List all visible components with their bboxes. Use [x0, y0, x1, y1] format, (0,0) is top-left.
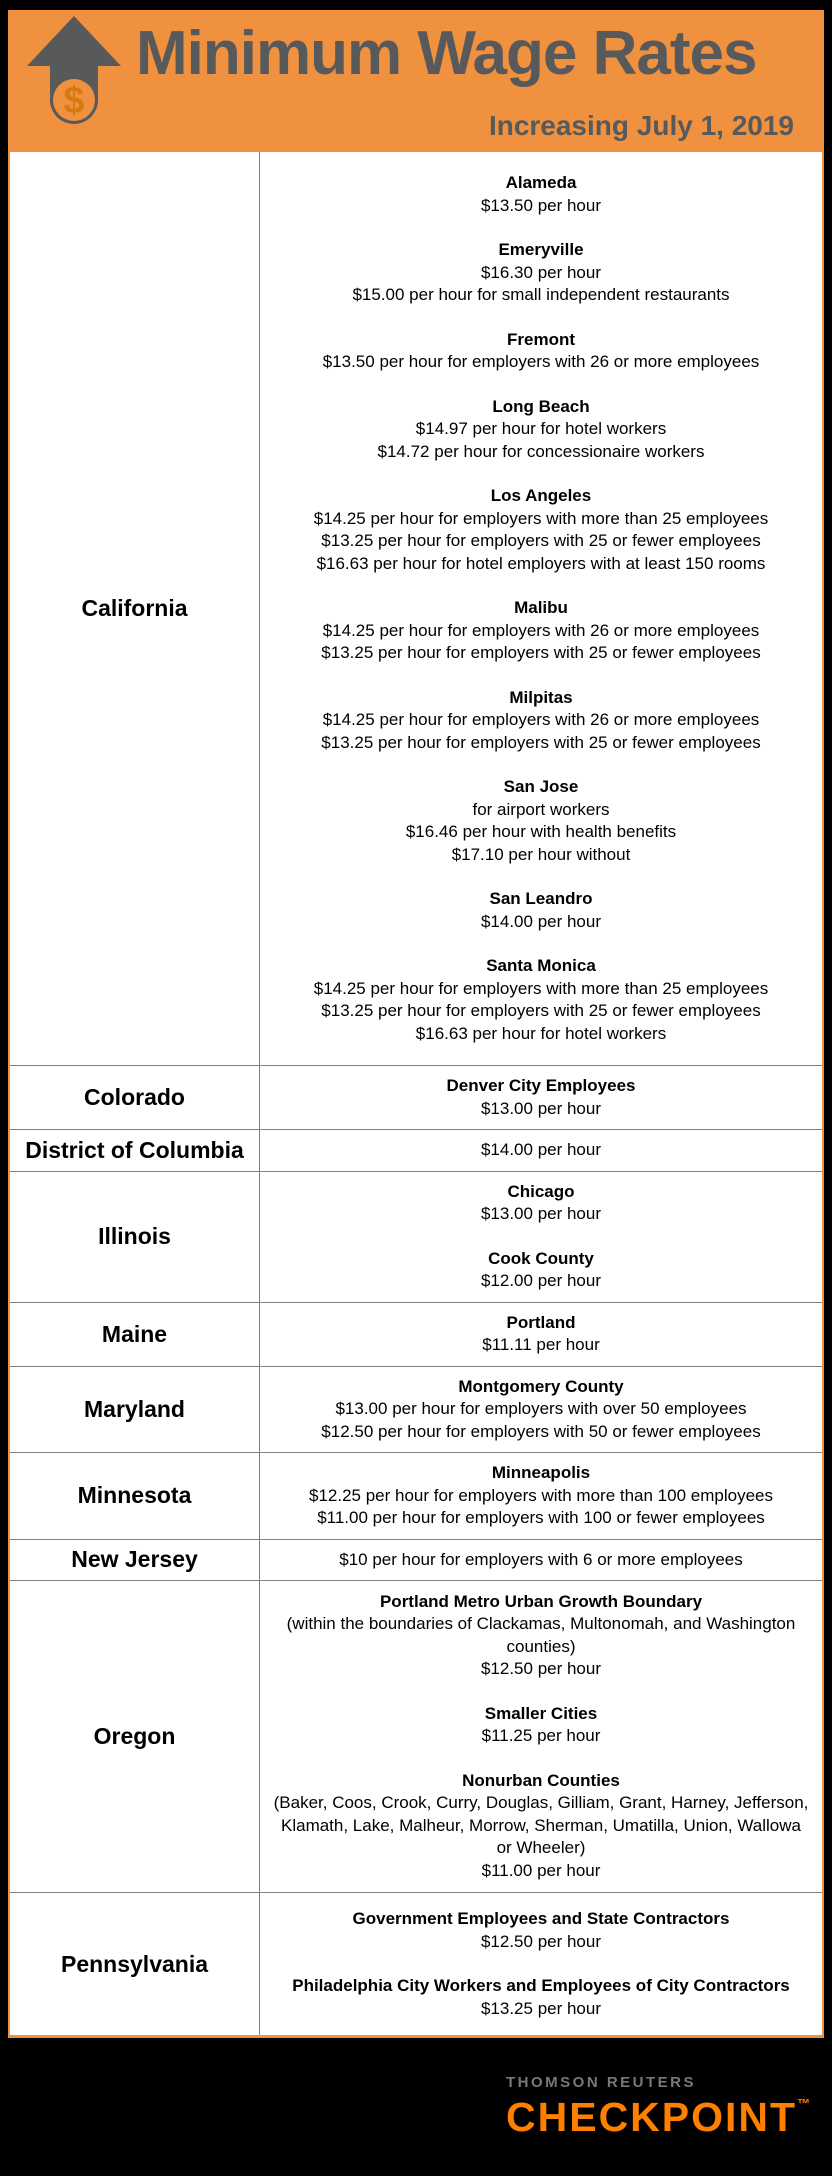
rate-line: $14.00 per hour	[480, 1140, 602, 1159]
state-name: Maine	[10, 1303, 260, 1366]
wage-entry	[272, 1312, 810, 1357]
rate-line: $13.50 per hour for employers with 26 or more employees	[322, 352, 760, 371]
wage-entry	[272, 1549, 810, 1572]
wage-entry	[272, 396, 810, 464]
table-row-maryland	[10, 1366, 822, 1453]
wage-entry	[272, 1770, 810, 1883]
wage-entry	[272, 955, 810, 1045]
rate-line: $12.50 per hour	[480, 1931, 602, 1951]
locality-name: Santa Monica	[486, 956, 596, 975]
rate-line: (Baker, Coos, Crook, Curry, Douglas, Gilliam, Grant, Harney, Jefferson, Klamath, Lake, Malheur, Morrow, Sherman, Umatilla, Union, Wallowa or Wheeler)	[273, 1793, 809, 1858]
state-details	[260, 1367, 822, 1453]
wage-entry	[272, 1591, 810, 1681]
state-details	[260, 1453, 822, 1539]
locality-name: Chicago	[507, 1181, 575, 1201]
wage-entry	[272, 1248, 810, 1293]
state-name: California	[10, 152, 260, 1065]
rate-line: $14.25 per hour for employers with 26 or more employees	[322, 620, 760, 640]
locality-name: San Jose	[503, 777, 579, 796]
wage-increase-arrow-dollar-icon	[24, 14, 124, 146]
state-details	[260, 1172, 822, 1302]
rate-line: $14.97 per hour for hotel workers	[415, 419, 667, 438]
locality-name: Montgomery County	[458, 1376, 624, 1396]
state-name: District of Columbia	[10, 1130, 260, 1171]
brand-block	[506, 2074, 812, 2138]
rate-line: $16.63 per hour for hotel employers with at least 150 rooms	[316, 553, 766, 573]
wage-entry	[272, 329, 810, 374]
table-row-colorado	[10, 1065, 822, 1129]
table-row-district-of-columbia	[10, 1129, 822, 1171]
rate-line: $14.00 per hour	[480, 911, 602, 931]
wage-entry	[272, 1139, 810, 1162]
rate-line: $14.25 per hour for employers with more than 25 employees	[313, 978, 769, 998]
rate-line: $16.46 per hour with health benefits	[405, 822, 677, 841]
wage-entry	[272, 239, 810, 307]
rate-line: $14.72 per hour for concessionaire workers	[377, 441, 705, 461]
table-row-illinois	[10, 1171, 822, 1302]
state-details	[260, 1066, 822, 1129]
footer	[0, 2038, 832, 2176]
state-details	[260, 152, 822, 1065]
state-name: Illinois	[10, 1172, 260, 1302]
table-row-minnesota	[10, 1452, 822, 1539]
rate-line: $12.25 per hour for employers with more than 100 employees	[309, 1485, 773, 1505]
locality-name: Government Employees and State Contractors	[352, 1909, 730, 1928]
rate-line: $13.50 per hour	[480, 195, 602, 215]
rate-line: $13.00 per hour	[480, 1204, 602, 1223]
state-details	[260, 1893, 822, 2035]
wage-entry	[272, 172, 810, 217]
rate-line: $17.10 per hour without	[451, 844, 631, 864]
rate-line: $16.30 per hour	[480, 262, 602, 282]
locality-name: Fremont	[507, 329, 575, 349]
table-row-california	[10, 152, 822, 1065]
locality-name: Nonurban Counties	[462, 1770, 620, 1790]
state-details	[260, 1130, 822, 1171]
rate-line: $13.25 per hour for employers with 25 or fewer employees	[321, 643, 761, 662]
rate-line: for airport workers	[472, 799, 610, 819]
wage-entry	[272, 1908, 810, 1953]
wage-table	[8, 152, 824, 2038]
locality-name: San Leandro	[489, 889, 593, 908]
rate-line: $13.25 per hour for employers with 25 or fewer employees	[321, 531, 761, 550]
rate-line: $13.00 per hour	[480, 1098, 602, 1118]
state-name: New Jersey	[10, 1540, 260, 1581]
locality-name: Long Beach	[492, 396, 590, 416]
state-name: Maryland	[10, 1367, 260, 1453]
state-name: Oregon	[10, 1581, 260, 1892]
rate-line: $13.00 per hour for employers with over 50 employees	[335, 1399, 747, 1418]
wage-entry	[272, 1075, 810, 1120]
rate-line: $11.00 per hour	[481, 1860, 601, 1880]
locality-name: Philadelphia City Workers and Employees of City Contractors	[292, 1976, 790, 1995]
page-subtitle: Increasing July 1, 2019	[488, 110, 794, 141]
wage-entry	[272, 1376, 810, 1444]
thomson-reuters-logo-text: THOMSON REUTERS	[506, 2074, 697, 2091]
rate-line: $15.00 per hour for small independent restaurants	[352, 285, 730, 304]
state-details	[260, 1540, 822, 1581]
rate-line: $11.25 per hour	[481, 1726, 601, 1746]
checkpoint-wordmark: CHECKPOINT	[506, 2094, 798, 2140]
header-banner	[8, 10, 824, 152]
locality-name: Smaller Cities	[484, 1703, 598, 1723]
wage-entry	[272, 1181, 810, 1226]
dollar-sign-glyph: $	[63, 80, 85, 122]
rate-line: $11.11 per hour	[482, 1335, 600, 1354]
wage-entry	[272, 687, 810, 755]
rate-line: $14.25 per hour for employers with 26 or more employees	[322, 710, 760, 729]
wage-entry	[272, 1462, 810, 1530]
table-row-pennsylvania	[10, 1892, 822, 2035]
state-name: Pennsylvania	[10, 1893, 260, 2035]
table-row-maine	[10, 1302, 822, 1366]
rate-line: $12.00 per hour	[480, 1271, 602, 1290]
state-details	[260, 1303, 822, 1366]
table-row-new-jersey	[10, 1539, 822, 1581]
table-row-oregon	[10, 1580, 822, 1892]
locality-name: Alameda	[505, 173, 577, 192]
state-name: Minnesota	[10, 1453, 260, 1539]
rate-line: $11.00 per hour for employers with 100 or fewer employees	[317, 1508, 765, 1527]
rate-line: $13.25 per hour for employers with 25 or fewer employees	[321, 732, 761, 752]
locality-name: Cook County	[488, 1248, 594, 1268]
trademark-symbol: ™	[797, 2096, 813, 2111]
wage-entry	[272, 597, 810, 665]
rate-line: $13.25 per hour for employers with 25 or fewer employees	[321, 1001, 761, 1020]
locality-name: Malibu	[514, 598, 568, 617]
wage-entry	[272, 485, 810, 575]
locality-name: Minneapolis	[491, 1463, 591, 1482]
rate-line: $16.63 per hour for hotel workers	[415, 1023, 667, 1043]
wage-entry	[272, 1703, 810, 1748]
wage-entry	[272, 888, 810, 933]
locality-name: Milpitas	[509, 687, 573, 707]
state-details	[260, 1581, 822, 1892]
checkpoint-logo-text	[506, 2094, 813, 2140]
rate-line: $10 per hour for employers with 6 or more employees	[339, 1549, 743, 1569]
rate-line: $13.25 per hour	[480, 1998, 602, 2018]
state-name: Colorado	[10, 1066, 260, 1129]
locality-name: Los Angeles	[490, 486, 592, 505]
rate-line: $12.50 per hour for employers with 50 or fewer employees	[321, 1421, 761, 1441]
locality-name: Denver City Employees	[446, 1076, 636, 1095]
rate-line: $14.25 per hour for employers with more than 25 employees	[313, 508, 769, 528]
wage-entry	[272, 1975, 810, 2020]
rate-line: $12.50 per hour	[480, 1659, 602, 1679]
locality-name: Emeryville	[498, 240, 584, 259]
locality-name: Portland Metro Urban Growth Boundary	[379, 1591, 703, 1611]
rate-line: (within the boundaries of Clackamas, Multonomah, and Washington counties)	[286, 1614, 796, 1656]
locality-name: Portland	[506, 1312, 576, 1332]
wage-entry	[272, 776, 810, 866]
page-title: Minimum Wage Rates	[136, 19, 757, 88]
